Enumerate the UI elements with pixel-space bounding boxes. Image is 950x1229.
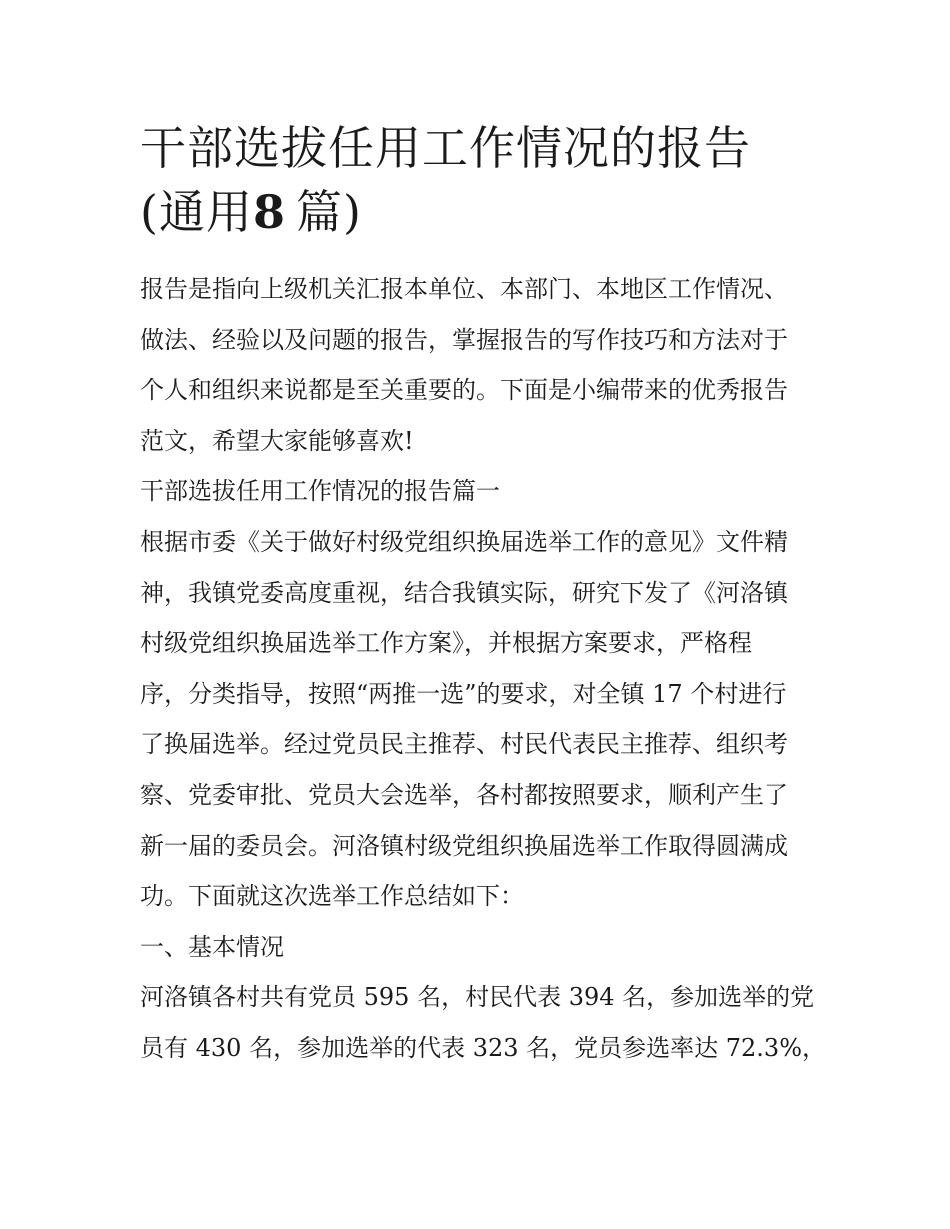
text-line: 察、党委审批、党员大会选举，各村都按照要求，顺利产生了 xyxy=(140,780,788,809)
text-line: 神，我镇党委高度重视，结合我镇实际，研究下发了《河洛镇 xyxy=(140,578,788,607)
title-line-2 xyxy=(140,180,820,244)
section-heading-part-one xyxy=(140,466,820,517)
title-open: (通用 xyxy=(140,185,253,239)
text-line: 河洛镇各村共有党员 595 名，村民代表 394 名，参加选举的党 xyxy=(140,983,815,1012)
text-line: 干部选拔任用工作情况的报告篇一 xyxy=(140,477,500,506)
document-title xyxy=(140,116,820,244)
text-line: 村级党组织换届选举工作方案》，并根据方案要求，严格程 xyxy=(140,629,752,658)
text-line: 个人和组织来说都是至关重要的。下面是小编带来的优秀报告 xyxy=(140,376,788,405)
text-line: 了换届选举。经过党员民主推荐、村民代表民主推荐、组织考 xyxy=(140,730,788,759)
text-line: 根据市委《关于做好村级党组织换届选举工作的意见》文件精 xyxy=(140,527,788,556)
title-close: 篇) xyxy=(295,185,362,239)
document-content xyxy=(140,116,827,1074)
paragraph-background xyxy=(140,517,820,922)
text-line: 做法、经验以及问题的报告，掌握报告的写作技巧和方法对于 xyxy=(140,325,788,354)
text-line: 新一届的委员会。河洛镇村级党组织换届选举工作取得圆满成 xyxy=(140,831,788,860)
document-body xyxy=(140,264,827,1074)
text-line: 范文，希望大家能够喜欢! xyxy=(140,426,414,455)
paragraph-statistics xyxy=(140,972,827,1073)
text-line: 一、基本情况 xyxy=(140,932,284,961)
title-line-1: 干部选拔任用工作情况的报告 xyxy=(140,121,751,175)
title-number: 8 xyxy=(252,185,286,239)
text-line: 员有 430 名，参加选举的代表 323 名，党员参选率达 72.3%， xyxy=(140,1033,827,1062)
section-heading-basic-info xyxy=(140,922,820,973)
text-line: 报告是指向上级机关汇报本单位、本部门、本地区工作情况、 xyxy=(140,275,788,303)
text-line: 序，分类指导，按照“两推一选”的要求，对全镇 17 个村进行 xyxy=(140,679,787,708)
text-line: 功。下面就这次选举工作总结如下： xyxy=(140,882,524,911)
paragraph-intro xyxy=(140,264,820,466)
